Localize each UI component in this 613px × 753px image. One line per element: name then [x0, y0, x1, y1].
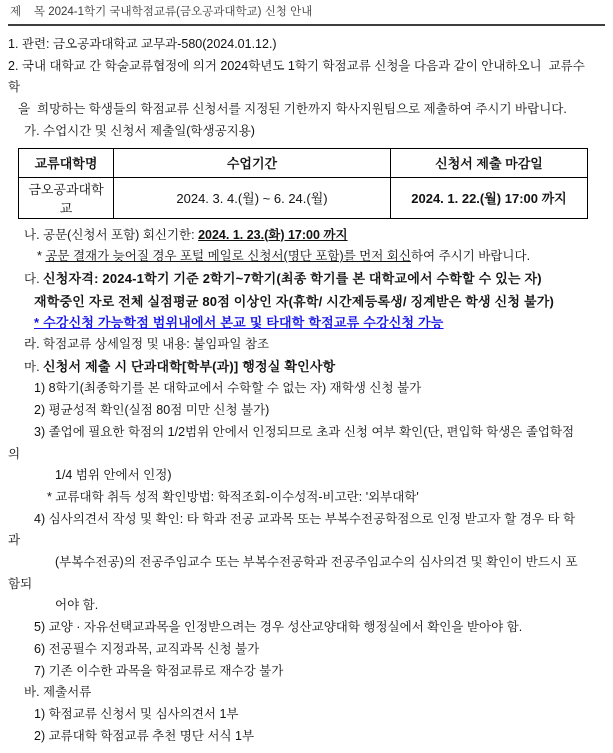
- header-deadline: 신청서 제출 마감일: [391, 148, 588, 177]
- intro-line: 2. 국내 대학교 간 학술교류협정에 의거 2024학년도 1학기 학점교류 신청을 다음과 같이 안내하오니 교류수: [8, 58, 585, 73]
- section-ba-heading: 바. 제출서류: [24, 685, 92, 700]
- ma-item-3-wrap-char: 의: [8, 446, 21, 461]
- course-registration-note-link[interactable]: * 수강신청 가능학점 범위내에서 본교 및 타대학 학점교류 수강신청 가능: [34, 315, 444, 331]
- ma-item-4-wrap-char: 과: [8, 533, 21, 548]
- note-rest-text: 하여 주시기 바랍니다.: [410, 249, 531, 264]
- section-da-label: 다.: [24, 271, 44, 286]
- intro-line-wrap-char: 학: [8, 80, 21, 95]
- table-row: [19, 177, 588, 218]
- note-underlined-text: 공문 결재가 늦어질 경우 포털 메일로 신청서(명단 포함)를 먼저 회신: [45, 249, 411, 264]
- reply-deadline-value: 2024. 1. 23.(화) 17:00 까지: [198, 227, 348, 242]
- ma-item-7: 7) 기존 이수한 과목을 학점교류로 재수강 불가: [34, 663, 284, 678]
- ma-item-6: 6) 전공필수 지정과목, 교직과목 신청 불가: [34, 641, 260, 656]
- qualification-text-2: 재학중인 자로 전체 실점평균 80점 이상인 자(휴학/ 시간제등록생/ 징계받은 학생 신청 불가): [34, 293, 555, 309]
- related-reference-line: 1. 관련: 금오공과대학교 교무과-580(2024.01.12.): [8, 37, 277, 51]
- ma-item-3: 3) 졸업에 필요한 학점의 1/2범위 안에서 인정되므로 초과 신청 여부 확인(단, 편입학 학생은 졸업학점: [34, 424, 575, 439]
- ma-item-4-wrap-char-2: 함되: [8, 576, 33, 591]
- qualification-text: 신청자격: 2024-1학기 기준 2학기~7학기(최종 학기를 본 대학교에서 수학할 수 있는 자): [43, 270, 542, 286]
- intro-line-continued: 을 희망하는 학생들의 학점교류 신청서를 지정된 기한까지 학사지원팀으로 제출하여 주시기 바랍니다.: [18, 102, 567, 117]
- document-title-row: [8, 4, 605, 20]
- ma-item-4: 4) 심사의견서 작성 및 확인: 타 학과 전공 교과목 또는 부복수전공학점으로 인정 받고자 할 경우 타 학: [34, 511, 576, 526]
- ma-item-3-continued: 1/4 범위 안에서 인정): [55, 468, 172, 483]
- section-ra-line: 라. 학점교류 상세일정 및 내용: 붙임파일 참조: [24, 337, 270, 352]
- ba-item-2: 2) 교류대학 학점교류 추천 명단 서식 1부: [34, 728, 255, 743]
- title-label: 제 목: [10, 6, 45, 18]
- ma-item-5: 5) 교양 · 자유선택교과목을 인정받으려는 경우 성산교양대학 행정실에서 확인을 받아야 함.: [34, 620, 523, 635]
- ma-item-2: 2) 평균성적 확인(실점 80점 미만 신청 불가): [34, 403, 270, 418]
- exchange-schedule-table: [18, 148, 588, 219]
- section-ma-heading-line: [24, 356, 605, 379]
- note-asterisk: *: [37, 249, 46, 264]
- section-ma-label: 마.: [24, 359, 44, 374]
- section-ma-heading: 신청서 제출 시 단과대학[학부(과)] 행정실 확인사항: [43, 358, 336, 374]
- ma-item-4-continued-2: 어야 함.: [55, 598, 99, 613]
- section-na-note: [37, 246, 605, 268]
- cell-period: 2024. 3. 4.(월) ~ 6. 24.(월): [114, 177, 391, 218]
- cell-deadline: 2024. 1. 22.(월) 17:00 까지: [391, 177, 588, 218]
- page-title: 2024-1학기 국내학점교류(금오공과대학교) 신청 안내: [48, 6, 313, 18]
- section-na-line: [24, 225, 605, 247]
- ba-item-1: 1) 학점교류 신청서 및 심사의견서 1부: [34, 706, 239, 721]
- reply-deadline-prefix: 나. 공문(신청서 포함) 회신기한:: [24, 227, 199, 242]
- header-period: 수업기간: [114, 148, 391, 177]
- header-university: 교류대학명: [19, 148, 114, 177]
- section-da-line: [24, 268, 605, 291]
- title-divider: [8, 24, 605, 26]
- section-ga-heading: 가. 수업시간 및 신청서 제출일(학생공지용): [24, 123, 255, 138]
- ma-item-4-continued: (부복수전공)의 전공주임교수 또는 부복수전공학과 전공주임교수의 심사의견 및 확인이 반드시 포: [55, 555, 578, 570]
- table-header-row: [19, 148, 588, 177]
- ma-item-1: 1) 8학기(최종학기를 본 대학교에서 수학할 수 없는 자) 재학생 신청 불가: [34, 381, 422, 396]
- cell-university: 금오공과대학교: [19, 177, 114, 218]
- ma-item-3-note: * 교류대학 취득 성적 확인방법: 학적조회-이수성적-비고란: '외부대학': [47, 489, 419, 504]
